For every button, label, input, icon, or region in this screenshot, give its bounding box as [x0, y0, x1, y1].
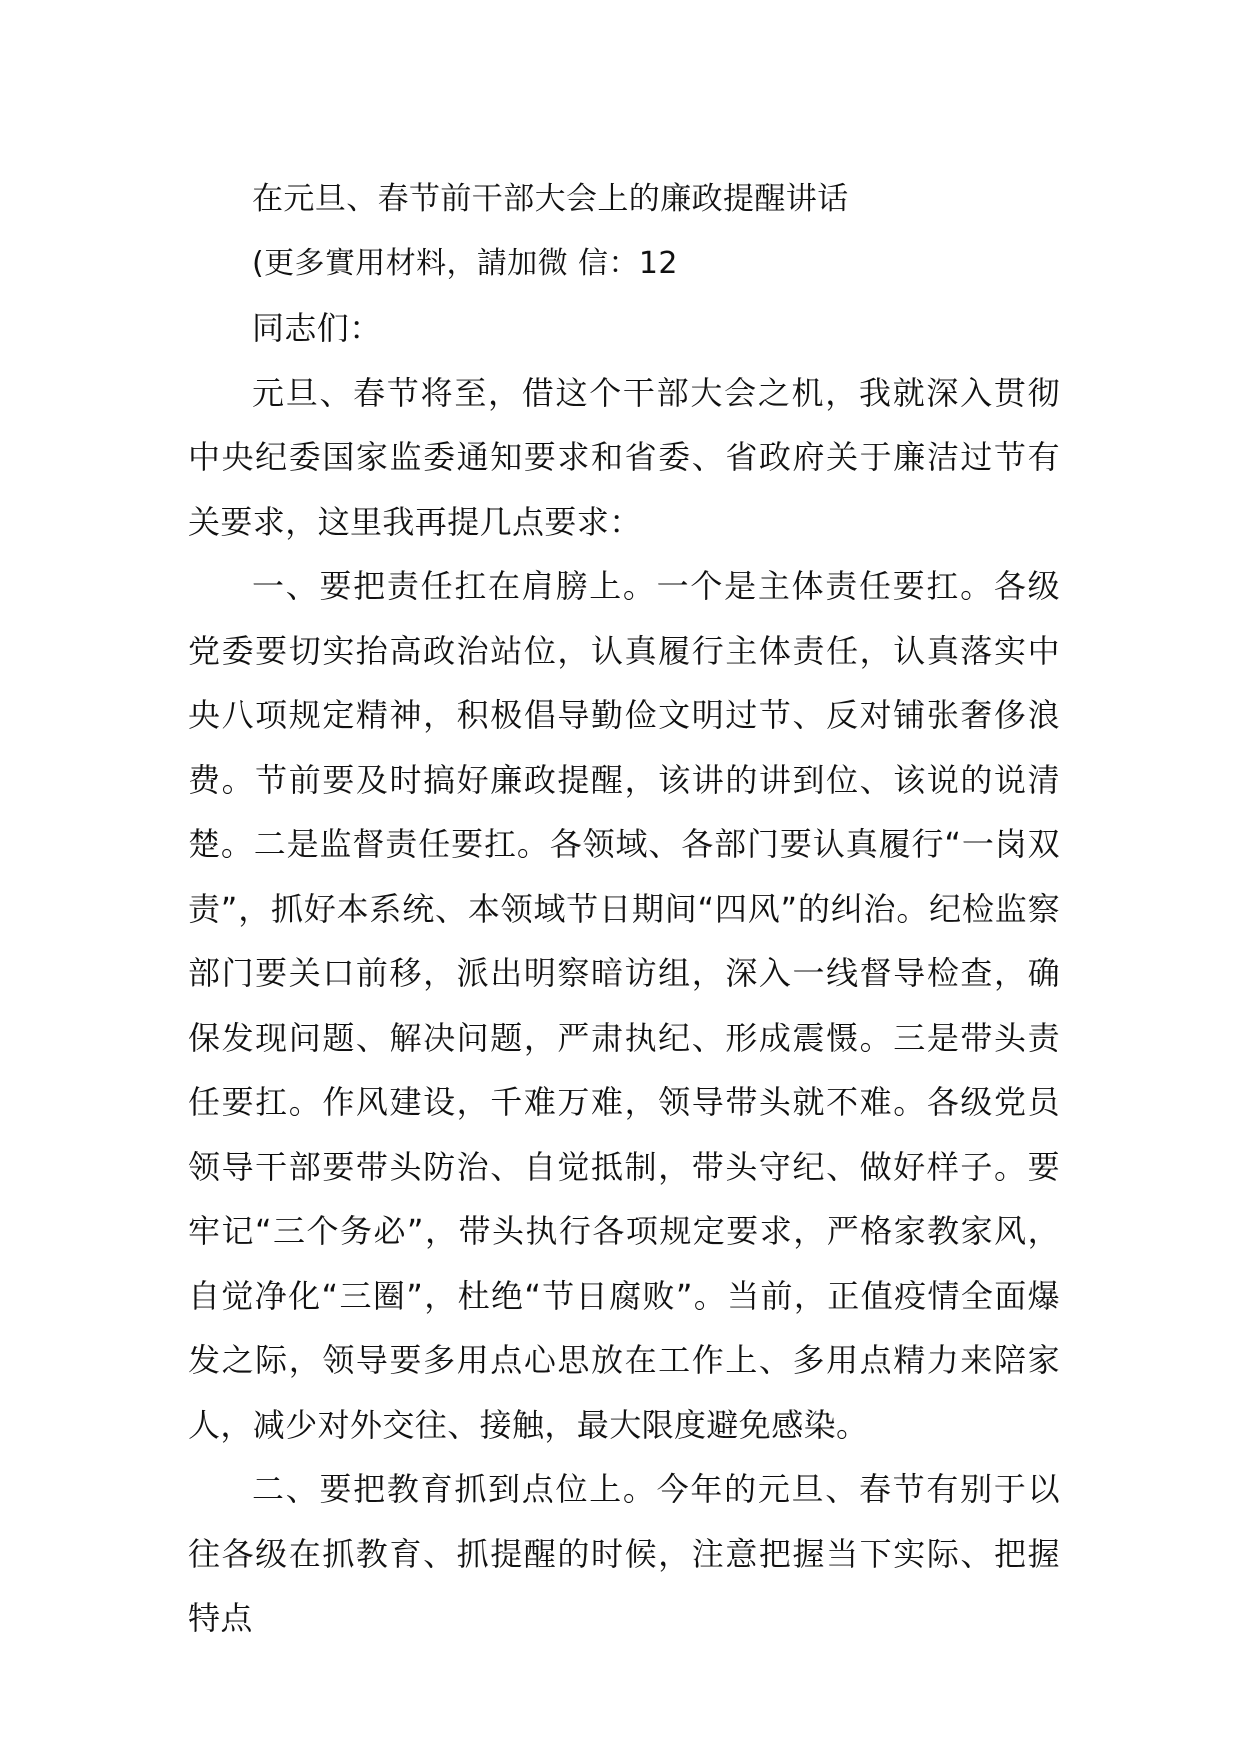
salutation: 同志们：	[252, 309, 382, 347]
document-body	[188, 167, 1060, 1651]
paragraph-section-one: 一、要把责任扛在肩膀上。一个是主体责任要扛。各级党委要切实抬高政治站位，认真履行主体责任，认真落实中央八项规定精神，积极倡导勤俭文明过节、反对铺张奢侈浪费。节前要及时搞好廉政提醒，该讲的讲到位、该说的说清楚。二是监督责任要扛。各领域、各部门要认真履行“一岗双责”，抓好本系统、本领域节日期间“四风”的纠治。纪检监察部门要关口前移，派出明察暗访组，深入一线督导检查，确保发现问题、解决问题，严肃执纪、形成震慑。三是带头责任要扛。作风建设，千难万难，领导带头就不难。各级党员领导干部要带头防治、自觉抵制，带头守纪、做好样子。要牢记“三个务必”，带头执行各项规定要求，严格家教家风，自觉净化“三圈”，杜绝“节日腐败”。当前，正值疫情全面爆发之际，领导要多用点心思放在工作上、多用点精力来陪家人，减少对外交往、接触，最大限度避免感染。	[188, 567, 1060, 1444]
paragraph-intro: 元旦、春节将至，借这个干部大会之机，我就深入贯彻中央纪委国家监委通知要求和省委、省政府关于廉洁过节有关要求，这里我再提几点要求：	[188, 373, 1060, 541]
contact-note: (更多實用材料，請加微 信：12	[252, 245, 678, 281]
document-title: 在元旦、春节前干部大会上的廉政提醒讲话	[252, 181, 849, 217]
paragraph-section-two: 二、要把教育抓到点位上。今年的元旦、春节有别于以往各级在抓教育、抓提醒的时候，注意把握当下实际、把握特点	[188, 1470, 1060, 1637]
